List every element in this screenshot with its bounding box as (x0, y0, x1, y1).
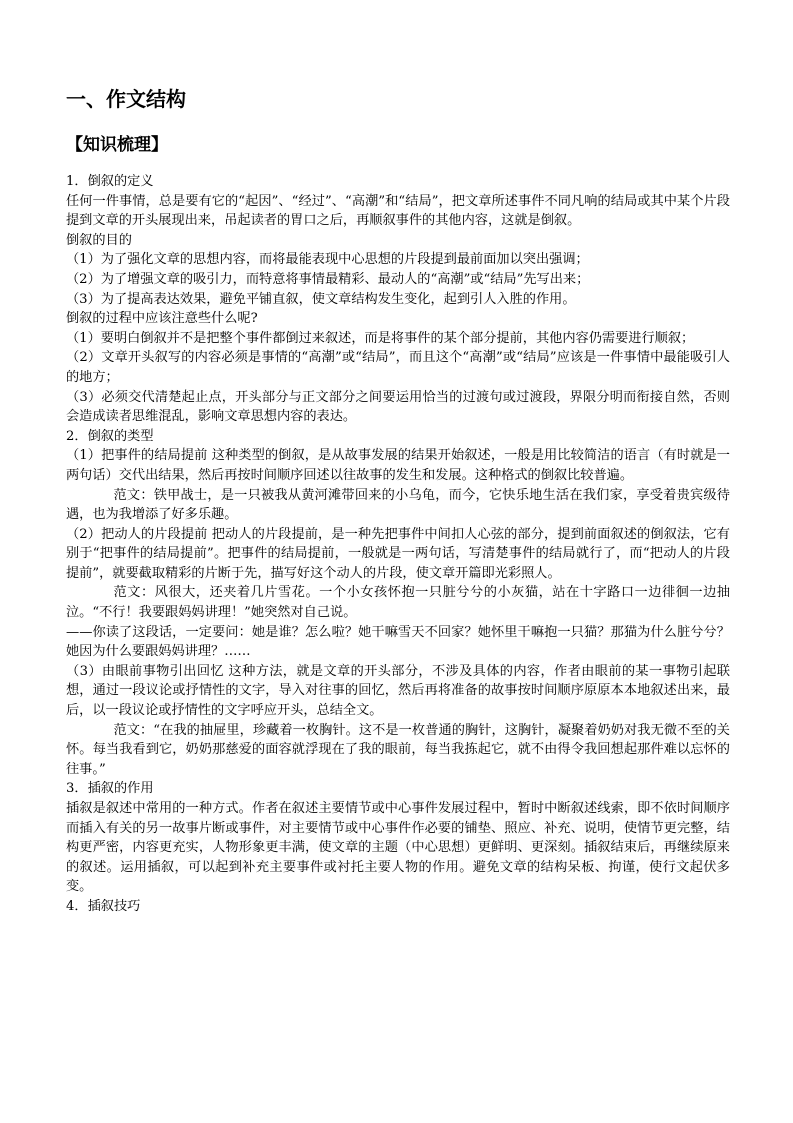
paragraph: （2）为了增强文章的吸引力，而特意将事情最精彩、最动人的“高潮”或“结局”先写出来； (66, 271, 590, 287)
paragraph: （1）要明白倒叙并不是把整个事件都倒过来叙述，而是将事件的某个部分提前，其他内容仍需要进行顺叙； (66, 330, 695, 346)
paragraph: （2）把动人的片段提前 把动人的片段提前，是一种先把事件中间扣人心弦的部分，提到前面叙述的倒叙法，它有别于“把事件的结局提前”。把事件的结局提前，一般就是一两句话，写清楚事件的结局就行了，而“把动人的片段提前”，就要截取精彩的片断于先，描写好这个动人的片段，使文章开篇即光彩照人。 (66, 526, 730, 581)
sample-paragraph: 范文：风很大，还夹着几片雪花。一个小女孩怀抱一只脏兮兮的小灰猫，站在十字路口一边徘徊一边抽泣。“不行！我要跟妈妈讲理！”她突然对自己说。 (66, 585, 730, 621)
paragraph: 插叙是叙述中常用的一种方式。作者在叙述主要情节或中心事件发展过程中，暂时中断叙述线索，即不依时间顺序而插入有关的另一故事片断或事件，对主要情节或中心事件作必要的铺垫、照应、补充、说明，使情节更完整，结构更严密，内容更充实，人物形象更丰满，使文章的主题（中心思想）更鲜明、更深刻。插叙结束后，再继续原来的叙述。运用插叙，可以起到补充主要事件或衬托主要人物的作用。避免文章的结构呆板、拘谨，使行文起伏多变。 (66, 801, 730, 895)
paragraph: 2．倒叙的类型 (66, 428, 154, 444)
section-heading: 一、作文结构 (66, 87, 186, 111)
paragraph: （1）为了强化文章的思想内容，而将最能表现中心思想的片段提到最前面加以突出强调； (66, 252, 589, 268)
paragraph: （3）为了提高表达效果，避免平铺直叙，使文章结构发生变化，起到引人入胜的作用。 (66, 291, 576, 307)
paragraph: （3）由眼前事物引出回忆 这种方法，就是文章的开头部分，不涉及具体的内容，作者由眼前的某一事物引起联想，通过一段议论或抒情性的文字，导入对往事的回忆，然后再将准备的故事按时间顺序原原本本地叙述出来，最后，以一段议论或抒情性的文字呼应开头，总结全文。 (66, 663, 730, 719)
sample-paragraph: 范文：铁甲战士，是一只被我从黄河滩带回来的小乌龟，而今，它快乐地生活在我们家，享受着贵宾级待遇，也为我增添了好多乐趣。 (66, 487, 730, 523)
paragraph: （2）文章开头叙写的内容必须是事情的“高潮”或“结局”，而且这个“高潮”或“结局”应该是一件事情中最能吸引人的地方； (66, 350, 730, 385)
paragraph: ——你读了这段话，一定要问：她是谁？怎么啦？她干嘛雪天不回家？她怀里干嘛抱一只猫？那猫为什么脏兮兮？她因为什么要跟妈妈讲理？…… (66, 624, 730, 660)
document-body (66, 172, 730, 917)
sample-paragraph: 范文：“在我的抽屉里，珍藏着一枚胸针。这不是一枚普通的胸针，这胸针，凝聚着奶奶对我无微不至的关怀。每当我看到它，奶奶那慈爱的面容就浮现在了我的眼前，每当我拣起它，就不由得令我回想起那件难以忘怀的往事。” (66, 722, 730, 777)
paragraph: （1）把事件的结局提前 这种类型的倒叙，是从故事发展的结果开始叙述，一般是用比较简洁的语言（有时就是一两句话）交代出结果，然后再按时间顺序回述以往故事的发生和发展。这种格式的倒叙比较普遍。 (66, 448, 730, 483)
paragraph: 3．插叙的作用 (66, 781, 154, 797)
paragraph: 任何一件事情，总是要有它的“起因”、“经过”、“高潮”和“结局”，把文章所述事件不同凡响的结局或其中某个片段提到文章的开头展现出来，吊起读者的胃口之后，再顺叙事件的其他内容，这就是倒叙。 (66, 193, 730, 229)
paragraph: （3）必须交代清楚起止点，开头部分与正文部分之间要运用恰当的过渡句或过渡段，界限分明而衔接自然，否则会造成读者思维混乱，影响文章思想内容的表达。 (66, 389, 730, 425)
paragraph: 倒叙的过程中应该注意些什么呢? (66, 311, 258, 327)
paragraph: 4．插叙技巧 (66, 898, 141, 914)
paragraph: 1．倒叙的定义 (66, 174, 154, 189)
paragraph: 倒叙的目的 (66, 232, 132, 248)
section-subheading: 【知识梳理】 (66, 135, 168, 155)
